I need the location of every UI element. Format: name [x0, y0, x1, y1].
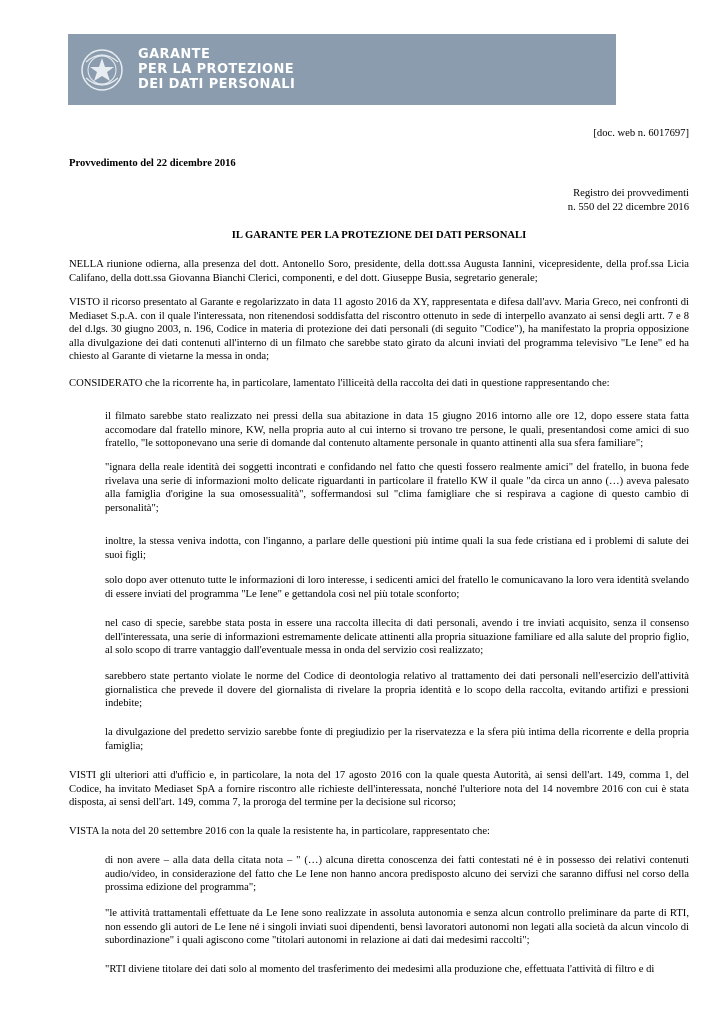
brand-line: GARANTE — [138, 47, 211, 62]
body-text — [69, 410, 689, 451]
list-paragraph: la divulgazione del predetto servizio sarebbe fonte di pregiudizio per la riservatezza e la sfera più intima della ricorrente e della propria famiglia; — [105, 727, 689, 752]
list-paragraph: inoltre, la stessa veniva indotta, con l'inganno, a parlare delle questioni più intime quali la sua fede cristiana ed i problemi di salute dei suoi figli; — [105, 536, 689, 561]
paragraph: NELLA riunione odierna, alla presenza del dott. Antonello Soro, presidente, della dott.ssa Augusta Iannini, vicepresidente, della prof.ssa Licia Califano, della dott.ssa Giovanna Bianchi Clerici, componenti, e del dott. Giuseppe Busia, segretario generale; — [69, 259, 689, 284]
body-text — [69, 854, 689, 895]
body-text — [69, 296, 689, 364]
doc-reference: [doc. web n. 6017697] — [593, 128, 689, 139]
body-text — [69, 535, 689, 562]
body-text — [69, 825, 689, 839]
body-text — [69, 574, 689, 601]
list-paragraph: sarebbero state pertanto violate le norme del Codice di deontologia relativo al trattamento dei dati personali nell'esercizio dell'attività giornalistica che prevede il dovere del giornalista di rivelare la propria identità e lo scopo della raccolta, evitando artifizi e pressioni indebite; — [105, 671, 689, 709]
brand-line: PER LA PROTEZIONE — [138, 62, 295, 77]
registro-line: Registro dei provvedimenti — [573, 188, 689, 199]
paragraph: VISTI gli ulteriori atti d'ufficio e, in particolare, la nota del 17 agosto 2016 con la quale questa Autorità, ai sensi dell'art. 149, comma 1, del Codice, ha invitato Mediaset SpA a fornire riscontro alle richieste dell'interessata, nonché l'ulteriore nota del 14 novembre 2016 con cui è stata disposta, ai sensi dell'art. 149, comma 7, la proroga del termine per la decisione sul ricorso; — [69, 770, 689, 808]
body-text — [69, 769, 689, 810]
list-paragraph: di non avere – alla data della citata nota – " (…) alcuna diretta conoscenza dei fatti contestati né è in possesso dei relativi contenuti audio/video, in considerazione del fatto che Le Iene non hanno ancora predisposto alcuno dei servizi che saranno diffusi nel corso della prossima edizione del programma"; — [105, 855, 689, 893]
body-text — [69, 670, 689, 711]
body-text — [69, 963, 689, 977]
body-text — [69, 726, 689, 753]
paragraph: CONSIDERATO che la ricorrente ha, in particolare, lamentato l'illiceità della raccolta dei dati in questione rappresentando che: — [69, 378, 610, 389]
list-paragraph: "le attività trattamentali effettuate da Le Iene sono realizzate in assoluta autonomia e senza alcun controllo preliminare da parte di RTI, non essendo gli autori de Le Iene né i singoli inviati suoi dipendenti, bensì lavoratori autonomi non legati alla società da alcun vincolo di subordinazione" i quali agiscono come "titolari autonomi in relazione ai dati dai medesimi raccolti"; — [105, 908, 689, 946]
list-paragraph: il filmato sarebbe stato realizzato nei pressi della sua abitazione in data 15 giugno 2016 intorno alle ore 12, dopo essere stata fatta accomodare dal fratello minore, KW, nella propria auto al cui interno si trovano tre persone, le quali, presentandosi come amici di suo fratello, "le sottoponevano una serie di domande dal contenuto altamente personale in quanto attinenti alla sua sfera familiare"; — [105, 411, 689, 449]
registro-line: n. 550 del 22 dicembre 2016 — [567, 201, 689, 213]
paragraph: VISTA la nota del 20 settembre 2016 con la quale la resistente ha, in particolare, rappresentato che: — [69, 826, 490, 837]
list-paragraph: "RTI diviene titolare dei dati solo al momento del trasferimento dei medesimi alla produzione che, effettuata l'attività di filtro e di — [105, 964, 655, 975]
header-banner — [68, 34, 616, 105]
body-text — [69, 461, 689, 515]
list-paragraph: nel caso di specie, sarebbe stata posta in essere una raccolta illecita di dati personali, avendo i tre inviati acquisito, senza il consenso dell'interessata, una serie di informazioni estremamente delicate attinenti alla propria situazione familiare ed alla salute del proprio figlio, al solo scopo di trarre vantaggio dall'eventuale messa in onda del servizio così realizzato; — [105, 618, 689, 656]
brand-title — [138, 47, 295, 92]
paragraph: VISTO il ricorso presentato al Garante e regolarizzato in data 11 agosto 2016 da XY, rappresentata e difesa dall'avv. Maria Greco, nei confronti di Mediaset S.p.A. con il quale l'interessata, non ritenendosi soddisfatta del riscontro ottenuto in sede di interpello avanzato ai sensi degli artt. 7 e 8 del d.lgs. 30 giugno 2003, n. 196, Codice in materia di protezione dei dati personali (di seguito "Codice"), ha manifestato la propria opposizione alla divulgazione dei dati contenuti all'interno di un filmato che sarebbe stato girato da alcuni inviati del programma televisivo "Le Iene" ed ha chiesto al Garante di vietarne la messa in onda; — [69, 297, 689, 362]
list-paragraph: "ignara della reale identità dei soggetti incontrati e confidando nel fatto che questi fossero realmente amici" del fratello, in buona fede rivelava una serie di informazioni molto delicate riguardanti in particolare il fratello KW il quale "da circa un anno (…) aveva palesato alla famiglia d'origine la sua omosessualità", soffermandosi sul "clima famigliare che si respirava a cagione di questo cambio di personalità"; — [105, 462, 689, 514]
body-text — [69, 617, 689, 658]
provvedimento-date: Provvedimento del 22 dicembre 2016 — [69, 158, 236, 169]
brand-line: DEI DATI PERSONALI — [138, 77, 296, 92]
body-text — [69, 377, 689, 391]
body-text — [69, 258, 689, 285]
registro — [69, 187, 689, 214]
list-paragraph: solo dopo aver ottenuto tutte le informazioni di loro interesse, i sedicenti amici del fratello le comunicavano la loro vera identità svelando di essere inviati del programma "Le Iene" e gettandola così nel più totale sconforto; — [105, 575, 689, 600]
document-heading: IL GARANTE PER LA PROTEZIONE DEI DATI PERSONALI — [231, 230, 527, 241]
body-text — [69, 907, 689, 948]
emblem-icon — [80, 48, 124, 92]
